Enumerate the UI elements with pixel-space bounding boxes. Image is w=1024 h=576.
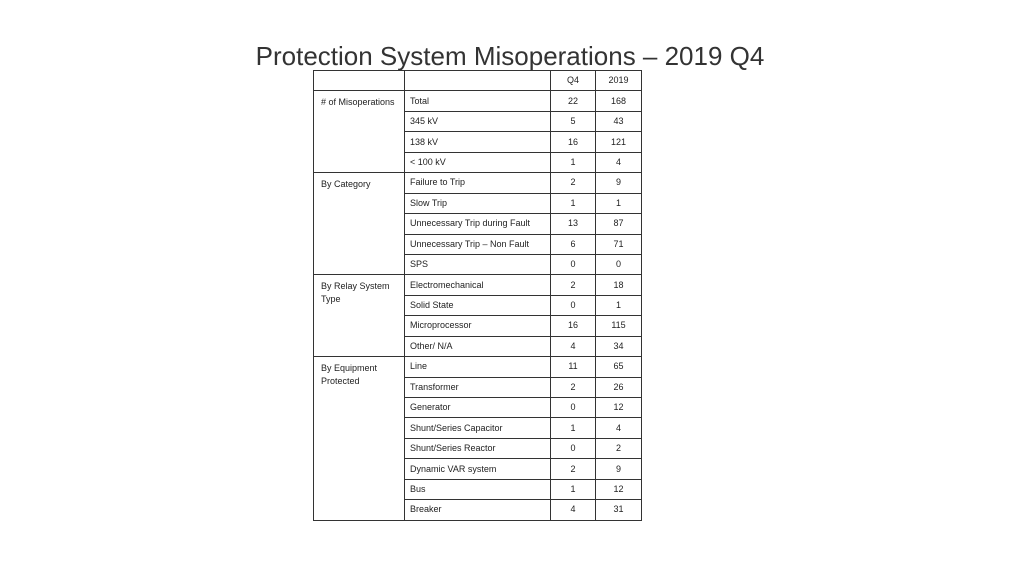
year-2019-value-cell: 26 <box>596 377 642 397</box>
row-label-cell: Total <box>405 91 551 111</box>
q4-value-cell: 13 <box>551 214 596 234</box>
year-2019-value-cell: 87 <box>596 214 642 234</box>
q4-value-cell: 2 <box>551 173 596 193</box>
year-2019-value-cell: 9 <box>596 459 642 479</box>
year-2019-value-cell: 0 <box>596 254 642 274</box>
row-label-cell: Transformer <box>405 377 551 397</box>
header-cell-q4: Q4 <box>551 71 596 91</box>
row-label-cell: Electromechanical <box>405 275 551 295</box>
year-2019-value-cell: 1 <box>596 193 642 213</box>
year-2019-value-cell: 31 <box>596 500 642 520</box>
row-label-cell: Unnecessary Trip during Fault <box>405 214 551 234</box>
q4-value-cell: 1 <box>551 479 596 499</box>
group-label-cell: By Category <box>314 173 405 275</box>
year-2019-value-cell: 43 <box>596 111 642 131</box>
row-label-cell: 345 kV <box>405 111 551 131</box>
row-label-cell: 138 kV <box>405 132 551 152</box>
year-2019-value-cell: 1 <box>596 295 642 315</box>
q4-value-cell: 11 <box>551 357 596 377</box>
table-row <box>314 275 642 295</box>
row-label-cell: Bus <box>405 479 551 499</box>
year-2019-value-cell: 34 <box>596 336 642 356</box>
row-label-cell: Generator <box>405 398 551 418</box>
q4-value-cell: 4 <box>551 336 596 356</box>
row-label-cell: Dynamic VAR system <box>405 459 551 479</box>
q4-value-cell: 4 <box>551 500 596 520</box>
year-2019-value-cell: 12 <box>596 398 642 418</box>
q4-value-cell: 0 <box>551 398 596 418</box>
year-2019-value-cell: 71 <box>596 234 642 254</box>
row-label-cell: Shunt/Series Capacitor <box>405 418 551 438</box>
row-label-cell: Unnecessary Trip – Non Fault <box>405 234 551 254</box>
row-label-cell: Slow Trip <box>405 193 551 213</box>
q4-value-cell: 16 <box>551 316 596 336</box>
row-label-cell: Solid State <box>405 295 551 315</box>
year-2019-value-cell: 4 <box>596 152 642 172</box>
slide-title: Protection System Misoperations – 2019 Q4 <box>255 41 765 71</box>
row-label-cell: Microprocessor <box>405 316 551 336</box>
row-label-cell: Failure to Trip <box>405 173 551 193</box>
q4-value-cell: 0 <box>551 295 596 315</box>
year-2019-value-cell: 12 <box>596 479 642 499</box>
year-2019-value-cell: 115 <box>596 316 642 336</box>
header-cell-metric <box>405 71 551 91</box>
header-cell-group <box>314 71 405 91</box>
year-2019-value-cell: 121 <box>596 132 642 152</box>
row-label-cell: Line <box>405 357 551 377</box>
q4-value-cell: 1 <box>551 193 596 213</box>
q4-value-cell: 2 <box>551 459 596 479</box>
q4-value-cell: 0 <box>551 438 596 458</box>
group-label-cell: # of Misoperations <box>314 91 405 173</box>
misoperations-table <box>313 70 642 521</box>
group-label-cell: By Relay System Type <box>314 275 405 357</box>
table-header-row <box>314 71 642 91</box>
q4-value-cell: 2 <box>551 275 596 295</box>
group-label-cell: By Equipment Protected <box>314 357 405 521</box>
q4-value-cell: 5 <box>551 111 596 131</box>
table-row <box>314 173 642 193</box>
year-2019-value-cell: 168 <box>596 91 642 111</box>
q4-value-cell: 0 <box>551 254 596 274</box>
q4-value-cell: 1 <box>551 152 596 172</box>
year-2019-value-cell: 2 <box>596 438 642 458</box>
row-label-cell: Other/ N/A <box>405 336 551 356</box>
q4-value-cell: 1 <box>551 418 596 438</box>
q4-value-cell: 6 <box>551 234 596 254</box>
q4-value-cell: 22 <box>551 91 596 111</box>
table-row <box>314 357 642 377</box>
table-body <box>314 71 642 521</box>
table-row <box>314 91 642 111</box>
q4-value-cell: 2 <box>551 377 596 397</box>
year-2019-value-cell: 65 <box>596 357 642 377</box>
row-label-cell: Shunt/Series Reactor <box>405 438 551 458</box>
year-2019-value-cell: 9 <box>596 173 642 193</box>
row-label-cell: < 100 kV <box>405 152 551 172</box>
year-2019-value-cell: 4 <box>596 418 642 438</box>
header-cell-2019: 2019 <box>596 71 642 91</box>
q4-value-cell: 16 <box>551 132 596 152</box>
row-label-cell: SPS <box>405 254 551 274</box>
year-2019-value-cell: 18 <box>596 275 642 295</box>
row-label-cell: Breaker <box>405 500 551 520</box>
